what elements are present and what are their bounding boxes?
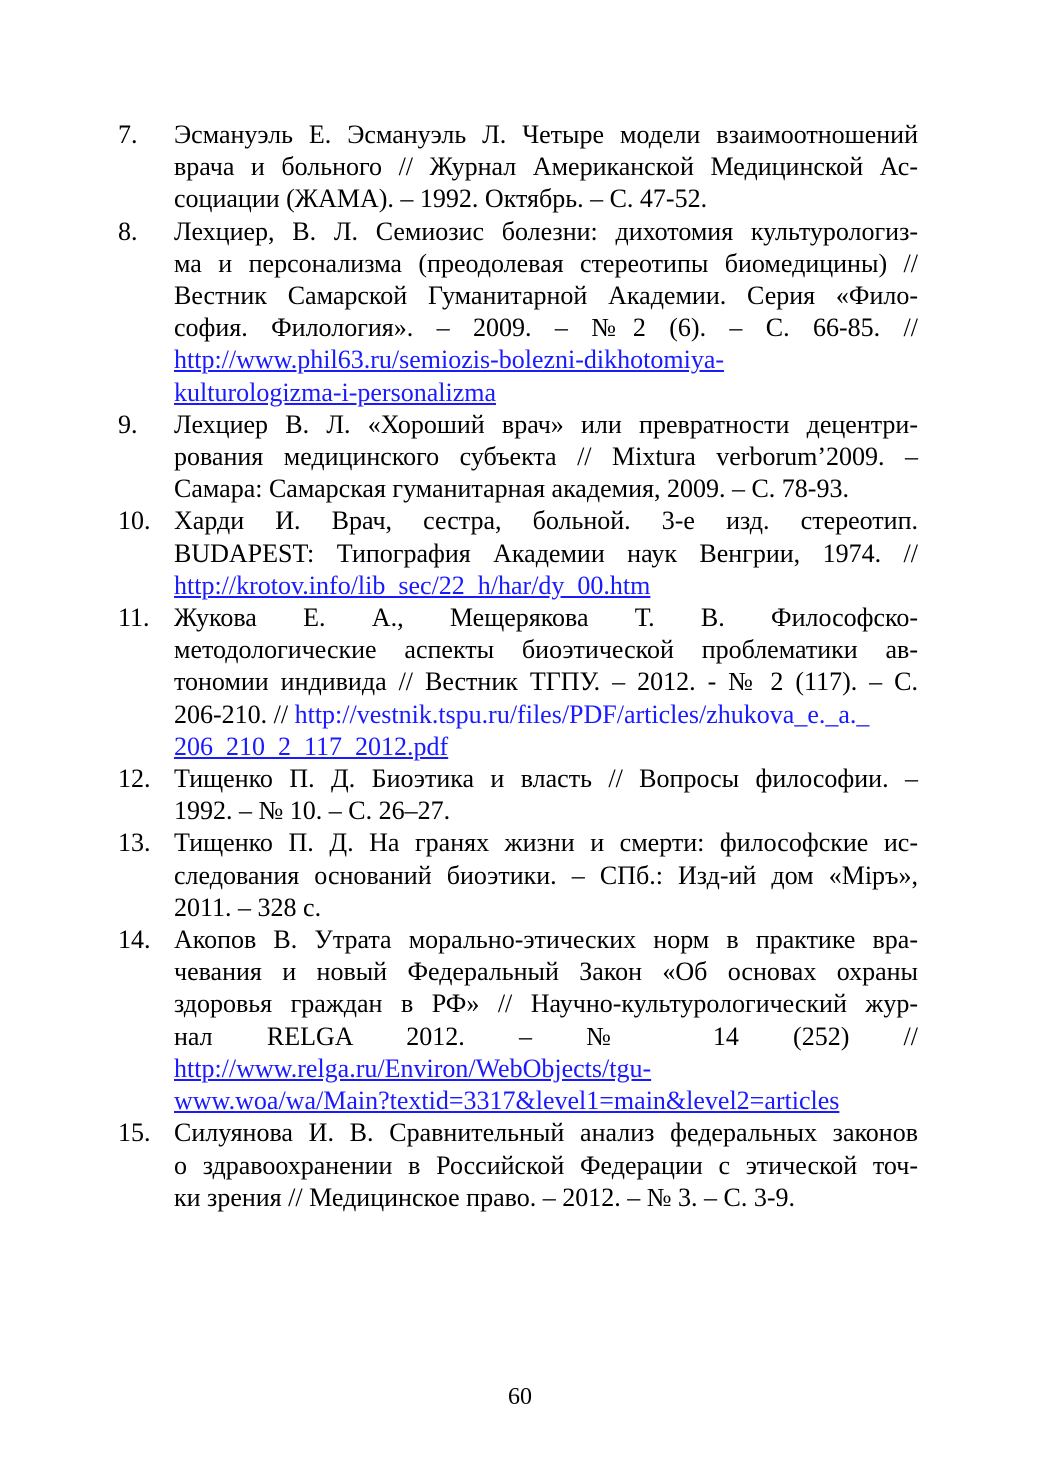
reference-line: следования оснований биоэтики. – СПб.: Изд-ий дом «Міръ»,: [174, 860, 918, 890]
reference-text: [174, 505, 918, 602]
reference-line: софия. Филология». – 2009. – №2 (6). – С. 66-85. //: [174, 313, 918, 343]
reference-number: 13.: [118, 828, 151, 858]
reference-number: 14.: [118, 925, 151, 955]
reference-link[interactable]: http://krotov.info/lib_sec/22_h/har/dy_00.htm: [174, 570, 651, 600]
reference-text: [174, 763, 918, 827]
reference-line: врача и больного // Журнал Американской Медицинской Ас-: [174, 152, 918, 182]
reference-number: 11.: [118, 603, 150, 633]
reference-item-7: [118, 119, 918, 216]
reference-line: 2011. – 328 с.: [174, 892, 322, 922]
reference-line: нал RELGA 2012. – № 14 (252) //: [174, 1021, 918, 1051]
page-number: 60: [508, 1384, 532, 1410]
reference-line: ма и персонализма (преодолевая стереотипы биомедицины) //: [174, 248, 918, 278]
reference-line: Самара: Самарская гуманитарная академия, 2009. – С. 78-93.: [174, 474, 849, 504]
reference-text: [174, 119, 918, 216]
reference-line: тономии индивида // Вестник ТГПУ. – 2012. - № 2 (117). – С.: [174, 667, 918, 697]
reference-number: 9.: [118, 409, 138, 439]
reference-number: 8.: [118, 216, 138, 246]
reference-link[interactable]: 206_210_2_117_2012.pdf: [174, 731, 449, 761]
reference-line: Харди И. Врач, сестра, больной. 3-е изд. стереотип.: [174, 506, 918, 536]
reference-item-10: [118, 505, 918, 602]
reference-link[interactable]: http://vestnik.tspu.ru/files/PDF/articles/zhukova_e._a._: [294, 699, 870, 729]
reference-line: Силуянова И. В. Сравнительный анализ федеральных законов: [174, 1118, 918, 1148]
reference-line: Тищенко П. Д. На гранях жизни и смерти: философские ис-: [174, 828, 918, 858]
reference-line: ки зрения // Медицинское право. – 2012. – № 3. – С. 3-9.: [174, 1182, 796, 1212]
reference-line-prefix: 206-210. //: [174, 699, 295, 729]
reference-line: методологические аспекты биоэтической проблематики ав-: [174, 635, 918, 665]
reference-text: [174, 216, 918, 409]
reference-number: 15.: [118, 1118, 151, 1148]
reference-line: BUDAPEST: Типография Академии наук Венгрии, 1974. //: [174, 538, 918, 568]
reference-item-8: [118, 216, 918, 409]
reference-line: чевания и новый Федеральный Закон «Об основах охраны: [174, 957, 918, 987]
reference-text: [174, 602, 918, 763]
reference-link[interactable]: kulturologizma-i-personalizma: [174, 377, 497, 407]
reference-line: Эсмануэль Е. Эсмануэль Л. Четыре модели взаимоотношений: [174, 120, 918, 149]
reference-line: Акопов В. Утрата морально-этических норм в практике вра-: [174, 925, 918, 955]
reference-number: 7.: [118, 120, 138, 149]
reference-line: рования медицинского субъекта // Mixtura verborum’2009. –: [174, 442, 918, 472]
reference-list: [118, 119, 918, 1214]
reference-item-15: [118, 1117, 918, 1214]
reference-line: Вестник Самарской Гуманитарной Академии. Серия «Фило-: [174, 281, 918, 311]
reference-text: [174, 827, 918, 924]
reference-line: о здравоохранении в Российской Федерации с этической точ-: [174, 1150, 918, 1180]
reference-item-14: [118, 924, 918, 1117]
reference-line: социации (ЖАМА). – 1992. Октябрь. – С. 47-52.: [174, 184, 708, 214]
reference-link[interactable]: http://www.phil63.ru/semiozis-bolezni-dikhotomiya-: [174, 345, 725, 375]
reference-line: 1992. – № 10. – С. 26–27.: [174, 796, 451, 826]
reference-number: 12.: [118, 764, 151, 794]
reference-text: [174, 409, 918, 506]
reference-item-13: [118, 827, 918, 924]
reference-text: [174, 1117, 918, 1214]
reference-item-9: [118, 409, 918, 506]
reference-line: Лехциер, В. Л. Семиозис болезни: дихотомия культурологиз-: [174, 216, 918, 246]
reference-line: Тищенко П. Д. Биоэтика и власть // Вопросы философии. –: [174, 764, 918, 794]
reference-line: здоровья граждан в РФ» // Научно-культурологический жур-: [174, 989, 918, 1019]
reference-link[interactable]: www.woa/wa/Main?textid=3317&level1=main&level2=articles: [174, 1086, 840, 1116]
reference-link[interactable]: http://www.relga.ru/Environ/WebObjects/tgu-: [174, 1053, 652, 1083]
reference-item-12: [118, 763, 918, 827]
reference-text: [174, 924, 918, 1117]
reference-line: Лехциер В. Л. «Хороший врач» или превратности децентри-: [174, 409, 918, 439]
reference-item-11: [118, 602, 918, 763]
reference-number: 10.: [118, 506, 151, 536]
reference-line: Жукова Е. А., Мещерякова Т. В. Философско-: [174, 603, 918, 633]
